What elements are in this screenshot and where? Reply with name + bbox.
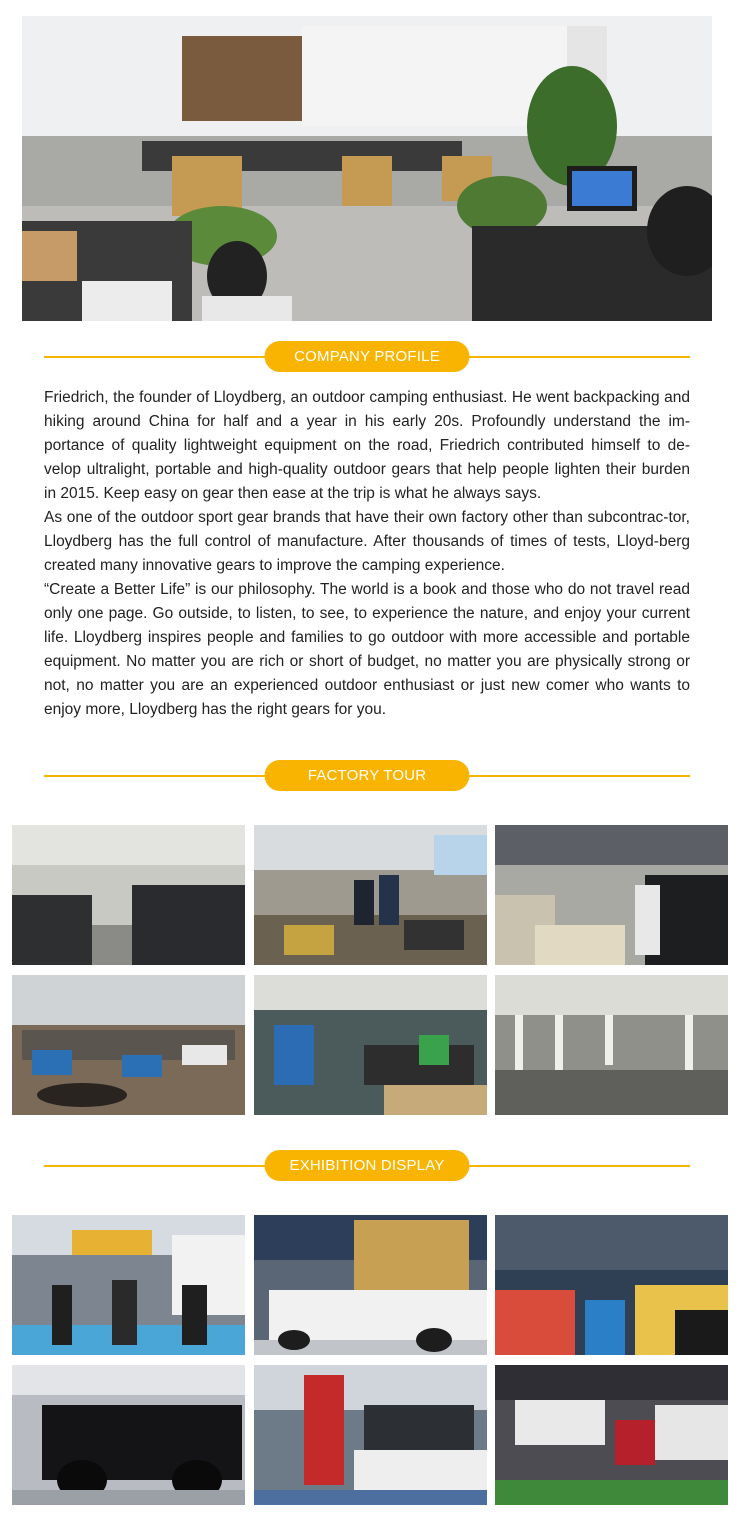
exhibition-display-header: [44, 1150, 690, 1182]
factory-photo: [12, 975, 245, 1115]
factory-photo: [495, 825, 728, 965]
company-profile-header: [44, 341, 690, 373]
factory-photo: [254, 975, 487, 1115]
profile-paragraph: As one of the outdoor sport gear brands that have their own factory other than subcontrac-tor, Lloydberg has the full control of manufacture. After thousands of times of tests, Lloyd-berg created many innovative gears to improve the camping experience.: [44, 509, 690, 574]
exhibition-photo-grid: [12, 1215, 728, 1505]
exhibition-photo: [12, 1215, 245, 1355]
exhibition-display-title: EXHIBITION DISPLAY: [265, 1150, 470, 1181]
factory-photo: [12, 825, 245, 965]
company-profile-title: COMPANY PROFILE: [265, 341, 470, 372]
office-photo: [22, 16, 712, 321]
company-profile-text: [44, 386, 690, 722]
exhibition-photo: [495, 1215, 728, 1355]
factory-tour-header: [44, 760, 690, 792]
profile-paragraph: “Create a Better Life” is our philosophy. The world is a book and those who do not travel read only one page. Go outside, to listen, to see, to experience the nature, and enjoy your current life. Lloydberg inspires people and families to go outdoor with more accessible and portable equipment. No matter you are rich or short of budget, no matter you are physically strong or not, no matter you are an experienced outdoor enthusiast or just new comer who wants to enjoy more, Lloydberg has the right gears for you.: [44, 581, 690, 718]
exhibition-photo: [254, 1365, 487, 1505]
exhibition-photo: [495, 1365, 728, 1505]
exhibition-photo: [254, 1215, 487, 1355]
factory-photo: [495, 975, 728, 1115]
factory-photo: [254, 825, 487, 965]
factory-photo-grid: [12, 825, 728, 1115]
profile-paragraph: Friedrich, the founder of Lloydberg, an outdoor camping enthusiast. He went backpacking and hiking around China for half and a year in his early 20s. Profoundly understand the im-portance of quality lightweight equipment on the road, Friedrich contributed himself to de-velop ultralight, portable and high-quality outdoor gears that help people lighten their burden in 2015. Keep easy on gear then ease at the trip is what he always says.: [44, 389, 690, 502]
exhibition-photo: [12, 1365, 245, 1505]
factory-tour-title: FACTORY TOUR: [265, 760, 470, 791]
